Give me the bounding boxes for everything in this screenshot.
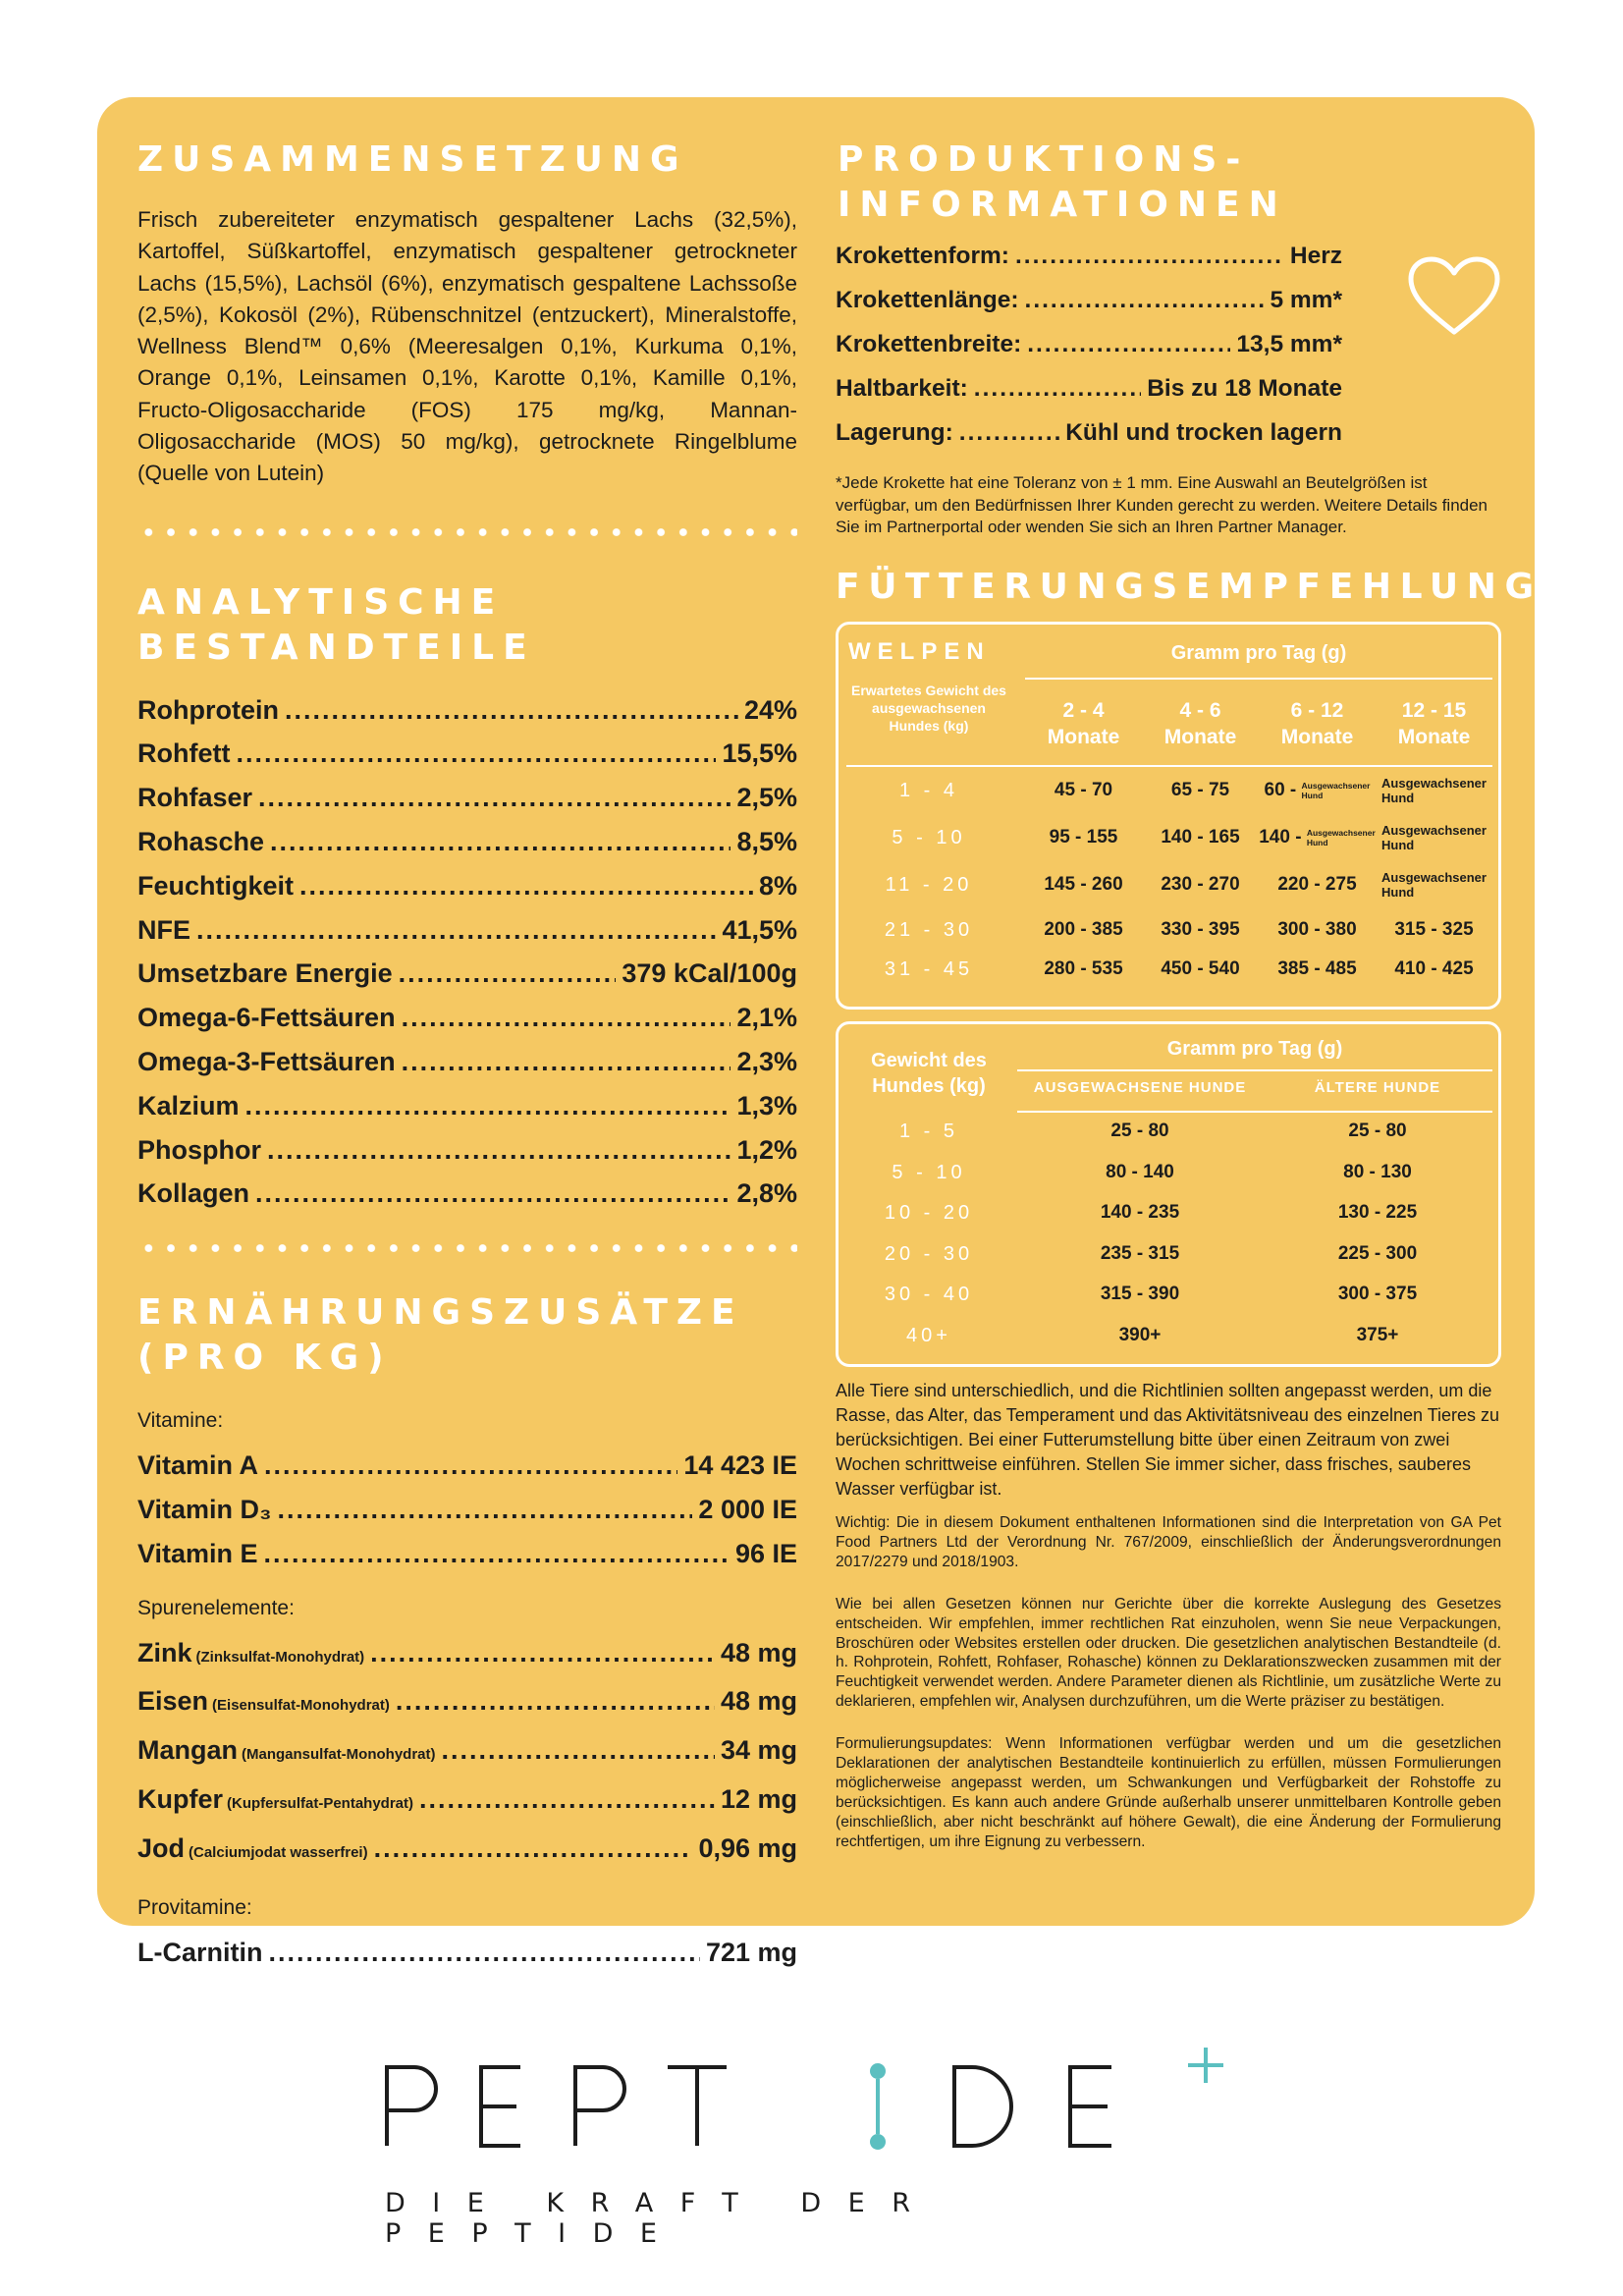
header-rule [846,765,1492,767]
vitamin-value: 14 423 IE [683,1450,797,1481]
vitamin-row [137,1532,797,1576]
production-name: Krokettenform: [836,243,1009,269]
production-value: Bis zu 18 Monate [1147,375,1342,402]
senior-value: 300 - 375 [1337,1284,1418,1305]
production-value: 5 mm* [1270,287,1342,313]
puppy-weight: 31 - 45 [884,958,974,980]
adult-dog-note [1307,828,1376,847]
production-name: Krokettenlänge: [836,287,1019,313]
dot-leader [402,996,731,1040]
puppy-value: 280 - 535 [1044,958,1123,979]
puppy-value: 200 - 385 [1044,919,1123,940]
puppy-value [1259,780,1376,801]
analytic-name: Rohfett [137,738,231,769]
vitamin-name: Vitamin E [137,1538,258,1568]
adult-value: 235 - 315 [1100,1242,1180,1264]
adult-weight: 1 - 5 [898,1121,959,1142]
adult-weight: 30 - 40 [884,1284,974,1306]
dot-leader [299,864,753,908]
adult-weight-header [846,1048,1011,1099]
analytics-title [137,580,797,671]
adult-feeding-table [836,1021,1501,1367]
feeding-notes [836,1379,1501,1852]
adult-dog-note [1302,781,1371,800]
vitamin-name: Vitamin A [137,1450,259,1481]
adult-word: Ausgewachsener [1301,780,1371,791]
trace-element-detail: (Mangansulfat-Monohydrat) [242,1746,436,1764]
puppy-value: 65 - 75 [1170,780,1230,800]
puppy-weight: 1 - 4 [898,780,959,801]
adult-weight: 5 - 10 [892,1161,966,1183]
right-column [836,137,1542,1850]
dot-leader [442,1728,715,1773]
analytic-value: 2,5% [736,783,797,813]
senior-value: 25 - 80 [1348,1121,1407,1141]
analytic-name: Rohasche [137,827,265,857]
dot-leader [270,820,730,864]
puppy-weight-header: Erwartetes Gewicht des ausgewachsenen Hundes (kg) [851,683,1006,734]
puppy-col-unit: Monate [1397,726,1471,748]
vitamin-value: 96 IE [734,1538,797,1568]
dot-leader [264,1532,730,1576]
puppy-value: 410 - 425 [1394,958,1474,979]
analytic-name: NFE [137,914,190,945]
vitamin-row [137,1488,797,1532]
analytic-row [137,908,797,953]
dotted-divider [137,527,797,537]
puppy-value: 145 - 260 [1044,874,1123,895]
adult-value: 140 - 235 [1100,1202,1180,1224]
header-rule [1025,678,1492,680]
additives-title-line2: (PRO KG) [137,1338,393,1379]
dot-leader [370,1631,715,1675]
puppy-col-header [1142,697,1259,750]
trace-label: Spurenelemente: [137,1596,295,1619]
adult-value: 390+ [1118,1325,1162,1345]
trace-element-name: Zink (Zinksulfat-Monohydrat) [137,1637,365,1667]
trace-element-value: 12 mg [720,1784,797,1815]
puppy-value: 315 - 325 [1394,919,1474,940]
adult-weight: 40+ [906,1325,951,1346]
puppy-col-range: 12 - 15 [1401,699,1467,722]
analytic-value: 2,3% [736,1047,797,1077]
puppy-col-unit: Monate [1047,726,1120,748]
dot-leader [396,1679,715,1723]
senior-value: 225 - 300 [1337,1242,1418,1264]
analytic-row [137,952,797,996]
puppy-value: 300 - 380 [1277,919,1357,940]
adult-word: Ausgewachsener [1381,870,1487,885]
production-value: Kühl und trocken lagern [1065,419,1342,446]
production-value: Herz [1289,243,1342,269]
production-row [836,278,1342,322]
puppy-value: 220 - 275 [1277,874,1357,895]
analytic-value: 2,1% [736,1003,797,1033]
trace-element-name: Mangan (Mangansulfat-Monohydrat) [137,1735,436,1766]
adult-value: 315 - 390 [1100,1284,1180,1305]
trace-element-name: Jod (Calciumjodat wasserfrei) [137,1832,368,1863]
analytic-row [137,820,797,864]
analytic-name: Rohprotein [137,694,279,725]
adult-weight-header-line1: Gewicht des [871,1050,987,1071]
left-column [137,137,797,1974]
dog-word: Hund [1301,790,1324,800]
analytic-value: 15,5% [722,738,797,769]
analytic-value: 2,8% [736,1178,797,1209]
adult-dog-note [1381,823,1487,852]
puppy-col-range: 2 - 4 [1062,699,1105,722]
dot-leader [278,1488,693,1532]
adult-word: Ausgewachsener [1381,823,1487,838]
dot-leader [236,732,716,776]
analytic-name: Feuchtigkeit [137,870,295,901]
analytic-name: Rohfaser [137,783,253,813]
peptide-logo [383,2048,1247,2195]
adult-col2-header: ÄLTERE HUNDE [1314,1079,1441,1096]
puppy-value [1376,776,1492,805]
brand-tagline: DIE KRAFT DER PEPTIDE [385,2188,938,2249]
provitamin-row [137,1931,797,1975]
vitamin-name: Vitamin D₃ [137,1495,272,1525]
senior-value: 130 - 225 [1337,1202,1418,1224]
dot-leader [269,1931,700,1975]
production-title-line1: PRODUKTIONS- [838,139,1250,180]
provitamin-name: L-Carnitin [137,1937,263,1967]
additives-title [137,1290,797,1381]
analytic-name: Omega-6-Fettsäuren [137,1003,396,1033]
dog-word: Hund [1381,791,1415,805]
trace-element-value: 0,96 mg [698,1832,797,1863]
dot-leader [1027,322,1230,366]
puppy-value: 230 - 270 [1161,874,1240,895]
header-rule [1017,1111,1492,1113]
header-rule [1017,1069,1492,1071]
provitamin-value: 721 mg [705,1937,797,1967]
production-value: 13,5 mm* [1236,331,1342,357]
adult-value: 25 - 80 [1110,1121,1169,1141]
trace-element-detail: (Zinksulfat-Monohydrat) [195,1648,365,1666]
legal-note-2: Wie bei allen Gesetzen können nur Gerichte über die korrekte Auslegung des Gesetzes entscheiden. Wir empfehlen, immer rechtlichen Rat einzuholen, wenn Sie neue Verpackungen, Broschüren oder Websites erstellen oder drucken. Die gesetzlichen analytischen Bestandteile (d. h. Rohprotein, Rohfett, Rohfaser, Rohasche) können zu Deklarationszwecken zusammen mit der Feuchtigkeit verwendet werden. Andere Parameter dienen als Richtlinie, um zusätzliche Werte zu deklarieren, empfehlen wir, Analysen durchzuführen, um die Werte präziser zu bestätigen. [836,1595,1501,1711]
vitamin-row [137,1444,797,1488]
puppy-value [1259,827,1376,848]
puppy-col-header [1376,697,1492,750]
composition-text: Frisch zubereiteter enzymatisch gespaltener Lachs (32,5%), Kartoffel, Süßkartoffel, enzymatisch gespaltener getrockneter Lachs (15,5%), Lachsöl (6%), enzymatisch gespaltene Lachssoße (2,5%), Kokosöl (2%), Rübenschnitzel (entzuckert), Mineralstoffe, Wellness Blend™ 0,6% (Meeresalgen 0,1%, Kurkuma 0,1%, Orange 0,1%, Leinsamen 0,1%, Karotte 0,1%, Kamille 0,1%, Fructo-Oligosaccharide (FOS) 175 mg/kg, Mannan-Oligosaccharide (MOS) 50 mg/kg), getrocknete Ringelblume (Quelle von Lutein) [137,207,797,486]
trace-element-value: 48 mg [720,1686,797,1717]
dot-leader [419,1777,715,1822]
dot-leader [285,688,738,733]
trace-element-value: 48 mg [720,1637,797,1667]
puppy-weight: 5 - 10 [892,827,966,848]
analytic-name: Omega-3-Fettsäuren [137,1047,396,1077]
production-row [836,366,1342,410]
legal-note-1: Wichtig: Die in diesem Dokument enthaltenen Informationen sind die Interpretation von GA Pet Food Partners Ltd der Verordnung Nr. 767/2009, einschließlich der Änderungsverordnungen 2017/2279 und 2018/1903. [836,1514,1501,1570]
dot-leader [1015,234,1284,278]
analytics-list [137,688,797,1217]
analytic-row [137,864,797,908]
puppy-value [1376,870,1492,900]
adult-dog-note [1381,776,1487,805]
senior-value: 375+ [1356,1325,1399,1345]
additives-title-line1: ERNÄHRUNGSZUSÄTZE [137,1292,744,1334]
analytic-value: 1,2% [736,1134,797,1165]
feeding-title: FÜTTERUNGSEMPFEHLUNG [836,566,1542,607]
puppy-value: 140 - 165 [1161,827,1240,847]
puppy-weight: 21 - 30 [884,919,974,941]
senior-value: 80 - 130 [1343,1161,1412,1182]
dotted-divider [137,1243,797,1253]
analytic-row [137,732,797,776]
analytics-title-line1: ANALYTISCHE [137,581,505,623]
puppy-feeding-table [836,622,1501,1010]
dot-leader [267,1128,730,1173]
puppy-value: 45 - 70 [1054,780,1113,800]
adult-weight-header-line2: Hundes (kg) [872,1075,986,1097]
dot-leader [959,410,1059,455]
adult-word: Ausgewachsener [1381,776,1487,791]
puppy-col-header [1025,697,1142,750]
analytic-value: 41,5% [722,914,797,945]
dot-leader [196,908,716,953]
analytic-row [137,1084,797,1128]
analytic-name: Phosphor [137,1134,261,1165]
trace-element-row [137,1679,797,1728]
dot-leader [264,1444,677,1488]
dog-word: Hund [1306,837,1328,847]
puppy-col-unit: Monate [1280,726,1354,748]
analytic-name: Kalzium [137,1090,240,1121]
trace-element-name: Kupfer (Kupfersulfat-Pentahydrat) [137,1784,414,1815]
trace-element-row [137,1827,797,1876]
analytic-row [137,776,797,820]
composition-title: ZUSAMMENSETZUNG [137,139,688,180]
dot-leader [1025,278,1265,322]
puppy-value [1376,823,1492,852]
trace-element-value: 34 mg [720,1735,797,1766]
analytic-row [137,1040,797,1084]
puppy-value: 450 - 540 [1161,958,1240,979]
dot-leader [402,1040,731,1084]
provitamins-list [137,1931,797,1975]
adult-weight: 20 - 30 [884,1242,974,1265]
production-name: Haltbarkeit: [836,375,968,402]
trace-element-detail: (Eisensulfat-Monohydrat) [212,1697,390,1715]
analytic-value: 8% [758,870,797,901]
puppy-value: 330 - 395 [1161,919,1240,940]
adult-value: 80 - 140 [1106,1161,1174,1182]
adult-word: Ausgewachsener [1306,827,1376,838]
production-list [836,234,1501,455]
trace-element-detail: (Kupfersulfat-Pentahydrat) [227,1795,414,1813]
puppy-col-range: 6 - 12 [1290,699,1344,722]
trace-element-row [137,1777,797,1827]
puppy-col-range: 4 - 6 [1179,699,1221,722]
trace-element-name: Eisen (Eisensulfat-Monohydrat) [137,1686,390,1717]
puppy-col-unit: Monate [1163,726,1237,748]
puppy-value: 385 - 485 [1277,958,1357,979]
analytic-value: 8,5% [736,827,797,857]
dot-leader [974,366,1141,410]
heart-icon [1407,255,1501,338]
adult-dog-note [1381,870,1487,900]
dot-leader [245,1084,731,1128]
analytic-name: Umsetzbare Energie [137,958,393,989]
vitamins-list [137,1444,797,1575]
adult-group-header: Gramm pro Tag (g) [1166,1038,1343,1060]
puppy-value-text: 140 - [1259,827,1307,847]
dot-leader [255,1172,730,1216]
analytic-row [137,1128,797,1173]
trace-element-row [137,1728,797,1777]
vitamin-value: 2 000 IE [698,1495,797,1525]
trace-element-row [137,1631,797,1680]
puppy-value: 95 - 155 [1049,827,1118,847]
trace-list [137,1631,797,1876]
production-name: Lagerung: [836,419,953,446]
puppy-value-text: 60 - [1264,780,1302,800]
production-title-line2: INFORMATIONEN [838,185,1287,225]
puppy-col-header [1259,697,1376,750]
analytic-name: Kollagen [137,1178,250,1209]
analytic-row [137,996,797,1040]
legal-note-3: Formulierungsupdates: Wenn Informationen verfügbar werden und um die gesetzlichen Deklarationen der analytischen Bestandteile kontinuierlich zu erfüllen, müssen Formulierungen möglicherweise angepasst werden, um Schwankungen und Verfügbarkeit der Rohstoffe zu berücksichtigen. Es kann auch andere Gründe außerhalb unserer unmittelbaren Kontrolle geben (einschließlich, aber nicht beschränkt auf höhere Gewalt), die eine Änderung der Formulierung rechtfertigen, um ihre Eignung zu verbessern. [836,1735,1501,1850]
analytic-value: 24% [743,694,797,725]
analytics-title-line2: BESTANDTEILE [137,627,536,668]
production-row [836,410,1342,455]
puppy-label: WELPEN [848,638,991,665]
analytic-row [137,1172,797,1216]
analytic-value: 379 kCal/100g [622,958,797,989]
dot-leader [399,952,617,996]
dot-leader [374,1827,693,1871]
production-row [836,322,1342,366]
analytic-row [137,688,797,733]
production-name: Krokettenbreite: [836,331,1022,357]
vitamins-label: Vitamine: [137,1409,224,1433]
dog-word: Hund [1381,885,1415,900]
trace-element-detail: (Calciumjodat wasserfrei) [189,1843,368,1861]
production-note: *Jede Krokette hat eine Toleranz von ± 1 mm. Eine Auswahl an Beutelgrößen ist verfügbar, um den Bedürfnissen Ihrer Kunden gerecht zu werden. Weitere Details finden Sie im Partnerportal oder wenden Sie sich an Ihren Partner Manager. [836,473,1488,536]
dog-word: Hund [1381,838,1415,852]
provitamins-label: Provitamine: [137,1895,252,1919]
puppy-weight: 11 - 20 [885,874,973,896]
analytic-value: 1,3% [736,1090,797,1121]
adult-col1-header: AUSGEWACHSENE HUNDE [1033,1079,1247,1096]
adult-weight: 10 - 20 [884,1202,974,1225]
feeding-advice: Alle Tiere sind unterschiedlich, und die Richtlinien sollten angepasst werden, um die Rasse, das Alter, das Temperament und das Aktivitätsniveau des einzelnen Tieres zu berücksichtigen. Bei einer Futterumstellung bitte über einen Zeitraum von zwei Wochen schrittweise einführen. Stellen Sie immer sicher, dass frisches, sauberes Wasser verfügbar ist. [836,1381,1500,1499]
puppy-group-header: Gramm pro Tag (g) [1170,642,1347,664]
production-title [838,137,1501,228]
production-row [836,234,1342,278]
dot-leader [258,776,730,820]
